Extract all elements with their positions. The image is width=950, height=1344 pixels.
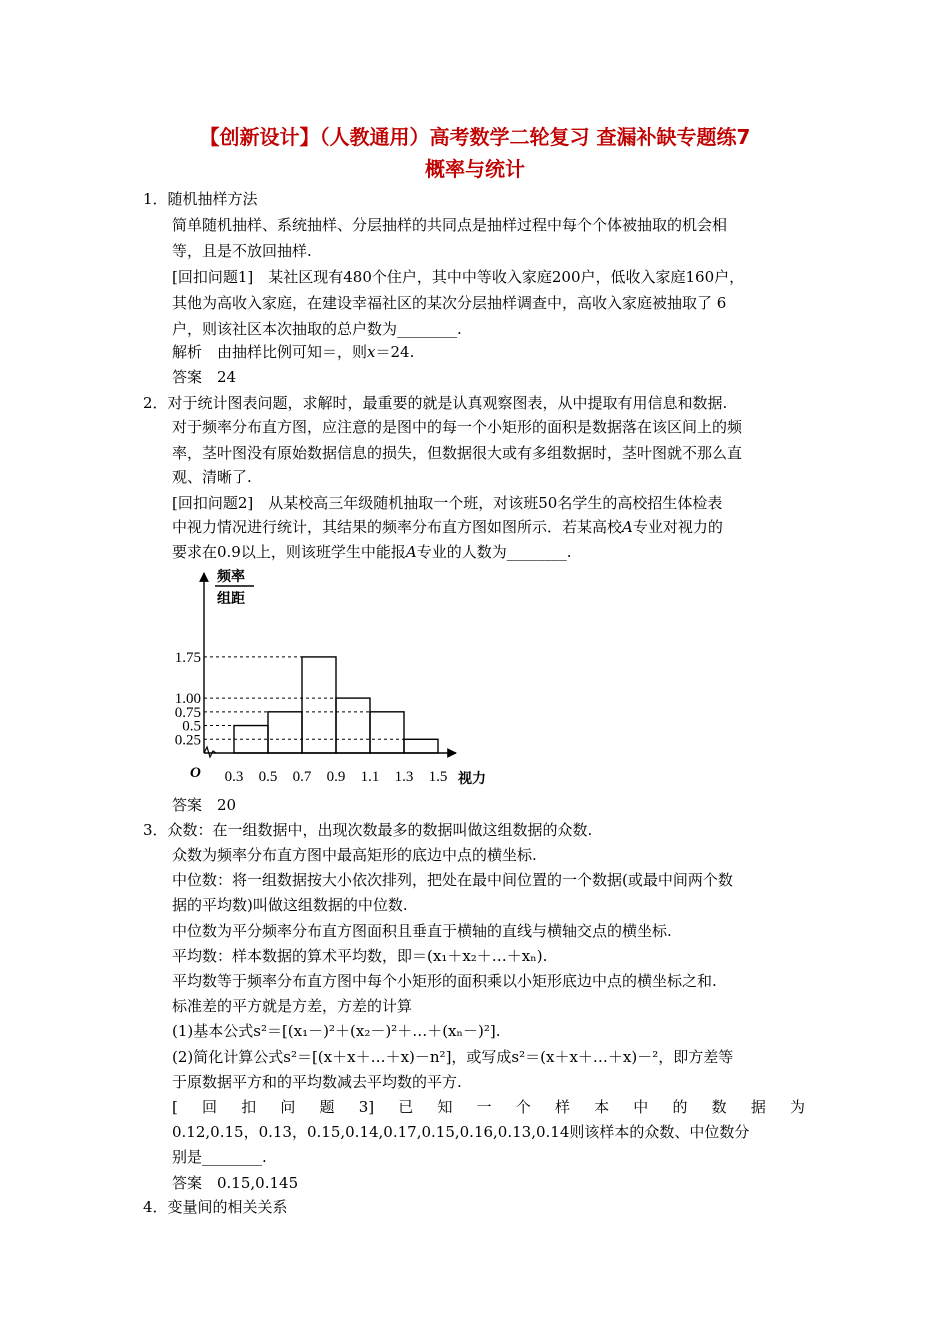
question-1-text: 其他为高收入家庭，在建设幸福社区的某次分层抽样调查中，高收入家庭被抽取了 6 xyxy=(172,294,727,312)
x-tick-label: 0.3 xyxy=(224,769,244,785)
question-3-word: 样 xyxy=(554,1098,570,1116)
question-3-word: 数 xyxy=(711,1098,727,1116)
question-3-word: [ xyxy=(172,1098,178,1116)
question-3-word: 中 xyxy=(633,1098,649,1116)
section-3-text: 平均数等于频率分布直方图中每个小矩形的面积乘以小矩形底边中点的横坐标之和. xyxy=(172,972,717,990)
solution-1: 解析 由抽样比例可知＝，则x＝24. xyxy=(172,343,415,361)
variance-simplified-formula: (2)简化计算公式s²＝[(x＋x＋…＋x)－n²]，或写成s²＝(x＋x＋…＋x)－²，即方差等 xyxy=(172,1048,734,1066)
question-3-text xyxy=(172,1096,805,1118)
y-tick-label: 0.25 xyxy=(174,732,201,749)
question-2-text: 要求在0.9以上，则该班学生中能报A专业的人数为________. xyxy=(172,543,572,561)
axis-break-mark xyxy=(204,747,216,757)
y-tick-label: 1.00 xyxy=(174,691,201,708)
doc-title-line-2: 概率与统计 xyxy=(425,157,525,181)
histogram-bar xyxy=(404,739,438,753)
section-3-text: 于原数据平方和的平均数减去平均数的平方. xyxy=(172,1073,462,1091)
section-2-heading: 2．对于统计图表问题，求解时，最重要的就是认真观察图表，从中提取有用信息和数据. xyxy=(143,394,728,412)
histogram-bar xyxy=(302,657,336,753)
section-3-text: 中位数：将一组数据按大小依次排列，把处在最中间位置的一个数据(或最中间两个数 xyxy=(172,871,733,889)
question-3-word: 题 xyxy=(319,1098,335,1116)
question-3-word: 已 xyxy=(398,1098,414,1116)
question-1-text: [回扣问题1] 某社区现有480个住户，其中中等收入家庭200户，低收入家庭160户， xyxy=(172,268,745,286)
y-label-bottom: 组距 xyxy=(217,591,245,607)
histogram-bar xyxy=(336,698,370,753)
y-label-top: 频率 xyxy=(217,569,245,585)
x-tick-label: 0.7 xyxy=(292,769,312,785)
x-axis-label: 视力 xyxy=(458,771,486,787)
section-3-heading: 3．众数：在一组数据中，出现次数最多的数据叫做这组数据的众数. xyxy=(143,821,593,839)
question-1-text: 户，则该社区本次抽取的总户数为________. xyxy=(172,320,462,338)
x-tick-label: 0.9 xyxy=(326,769,346,785)
section-2-text: 对于频率分布直方图，应注意的是图中的每一个小矩形的面积是数据落在该区间上的频 xyxy=(172,418,743,436)
x-tick-label: 1.3 xyxy=(394,769,414,785)
question-3-word: 回 xyxy=(202,1098,218,1116)
doc-title-line-1: 【创新设计】（人教通用）高考数学二轮复习 查漏补缺专题练7 xyxy=(199,125,751,149)
y-tick-label: 0.5 xyxy=(182,718,201,735)
question-3-word: 问 xyxy=(280,1098,296,1116)
histogram-bar xyxy=(234,726,268,753)
section-1-heading: 1．随机抽样方法 xyxy=(143,190,258,208)
section-2-text: 观、清晰了. xyxy=(172,468,252,486)
y-tick-label: 0.75 xyxy=(174,704,201,721)
origin-label: O xyxy=(190,765,201,781)
question-3-word: 个 xyxy=(515,1098,531,1116)
question-2-text: [回扣问题2] 从某校高三年级随机抽取一个班，对该班50名学生的高校招生体检表 xyxy=(172,494,723,512)
y-tick-label: 1.75 xyxy=(174,649,201,666)
answer-1: 答案 24 xyxy=(172,368,237,386)
question-3-word: 本 xyxy=(594,1098,610,1116)
section-3-text: 据的平均数)叫做这组数据的中位数. xyxy=(172,896,408,914)
histogram-bar xyxy=(268,712,302,753)
answer-3: 答案 0.15,0.145 xyxy=(172,1174,299,1192)
section-3-text: 标准差的平方就是方差，方差的计算 xyxy=(172,997,413,1015)
section-1-text: 等，且是不放回抽样. xyxy=(172,242,312,260)
vision-histogram xyxy=(160,563,500,795)
section-3-text: 中位数为平分频率分布直方图面积且垂直于横轴的直线与横轴交点的横坐标. xyxy=(172,922,672,940)
section-1-text: 简单随机抽样、系统抽样、分层抽样的共同点是抽样过程中每个个体被抽取的机会相 xyxy=(172,216,728,234)
mean-formula: 平均数：样本数据的算术平均数，即＝(x₁＋x₂＋…＋xₙ). xyxy=(172,947,548,965)
variance-basic-formula: (1)基本公式s²＝[(x₁－)²＋(x₂－)²＋…＋(xₙ－)²]. xyxy=(172,1022,501,1040)
question-3-text: 别是________. xyxy=(172,1148,267,1166)
question-3-word: 扣 xyxy=(241,1098,257,1116)
section-4-heading: 4．变量间的相关关系 xyxy=(143,1198,288,1216)
section-3-text: 众数为频率分布直方图中最高矩形的底边中点的横坐标. xyxy=(172,846,537,864)
histogram-bar xyxy=(370,712,404,753)
question-3-word: 一 xyxy=(476,1098,492,1116)
x-tick-label: 1.5 xyxy=(428,769,448,785)
question-3-word: 知 xyxy=(437,1098,453,1116)
section-2-text: 率，茎叶图没有原始数据信息的损失，但数据很大或有多组数据时，茎叶图就不那么直 xyxy=(172,444,743,462)
x-tick-label: 0.5 xyxy=(258,769,278,785)
question-2-text: 中视力情况进行统计，其结果的频率分布直方图如图所示．若某高校A专业对视力的 xyxy=(172,518,723,536)
x-tick-label: 1.1 xyxy=(360,769,380,785)
question-3-word: 3] xyxy=(358,1098,375,1116)
answer-2: 答案 20 xyxy=(172,796,237,814)
question-3-word: 据 xyxy=(750,1098,766,1116)
question-3-text: 0.12,0.15，0.13，0.15,0.14,0.17,0.15,0.16,0.13,0.14则该样本的众数、中位数分 xyxy=(172,1123,750,1141)
question-3-word: 的 xyxy=(672,1098,688,1116)
question-3-word: 为 xyxy=(789,1098,805,1116)
